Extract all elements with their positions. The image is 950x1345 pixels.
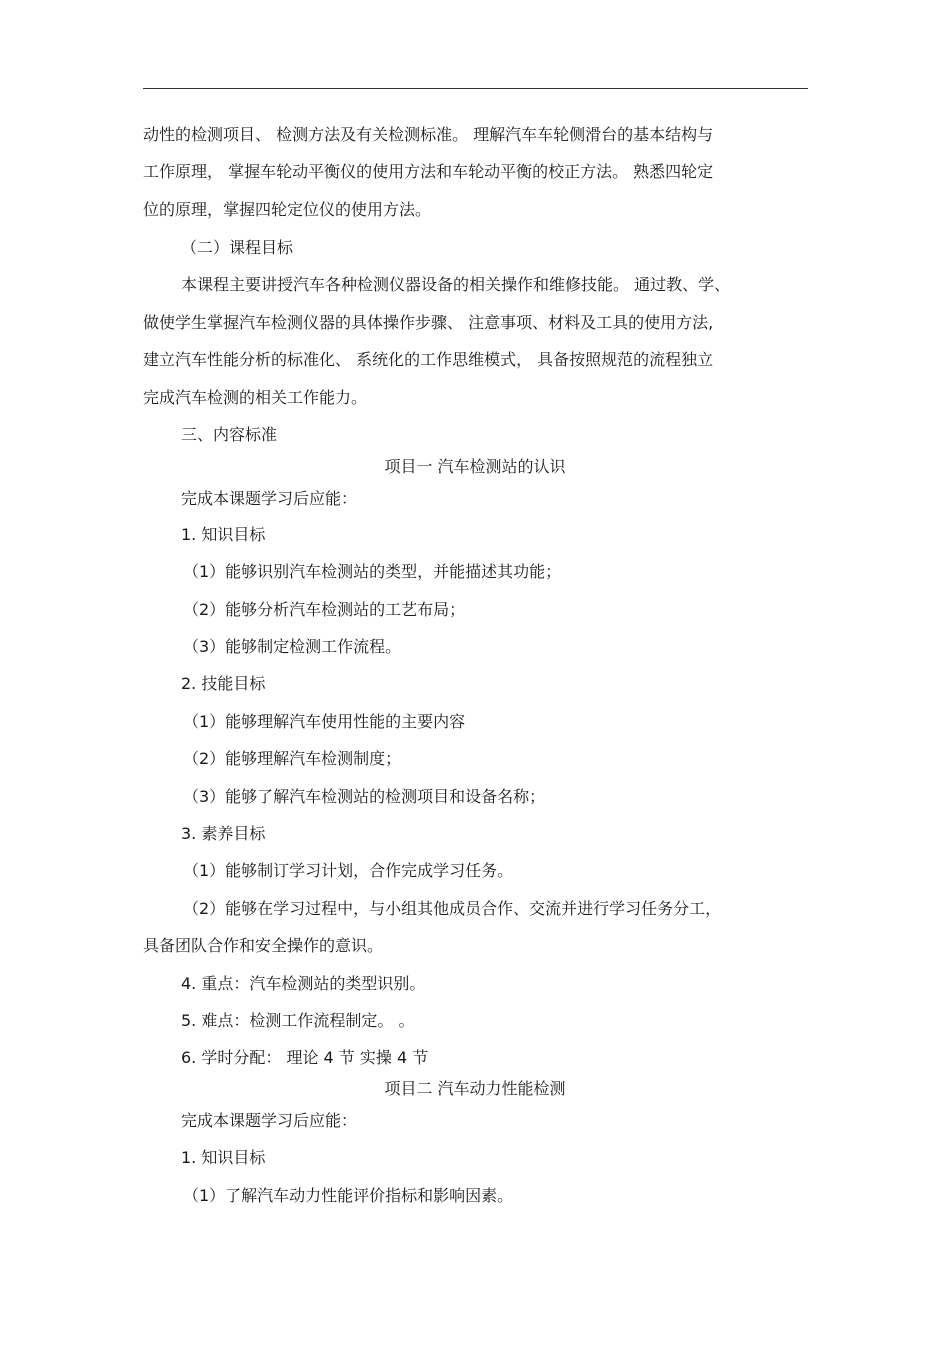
subheading: 1. 知识目标 [181, 1148, 266, 1167]
list-item: （1）能够制订学习计划，合作完成学习任务。 [183, 861, 514, 880]
subheading: 3. 素养目标 [181, 824, 266, 843]
paragraph-line: 工作原理， 掌握车轮动平衡仪的使用方法和车轮动平衡的校正方法。 熟悉四轮定 [143, 162, 714, 181]
project-title: 项目二 汽车动力性能检测 [384, 1079, 566, 1098]
paragraph-line: 做使学生掌握汽车检测仪器的具体操作步骤、 注意事项、材料及工具的使用方法, [143, 313, 714, 332]
list-item: 5. 难点：检测工作流程制定。 。 [181, 1011, 415, 1030]
list-item: （2）能够在学习过程中，与小组其他成员合作、交流并进行学习任务分工， [183, 899, 722, 918]
header-rule [143, 88, 808, 89]
list-item: 4. 重点：汽车检测站的类型识别。 [181, 974, 426, 993]
paragraph-line: 完成汽车检测的相关工作能力。 [143, 388, 368, 407]
paragraph-line: 位的原理，掌握四轮定位仪的使用方法。 [143, 200, 432, 219]
list-item: （1）能够识别汽车检测站的类型，并能描述其功能； [183, 562, 562, 581]
section-heading: （二）课程目标 [181, 238, 294, 257]
project-title: 项目一 汽车检测站的认识 [384, 457, 566, 476]
paragraph-line: 建立汽车性能分析的标准化、 系统化的工作思维模式， 具备按照规范的流程独立 [143, 350, 714, 369]
section-heading: 三、内容标准 [181, 425, 278, 444]
list-item: （1）能够理解汽车使用性能的主要内容 [183, 712, 466, 731]
list-item: （3）能够制定检测工作流程。 [183, 637, 402, 656]
list-item: （2）能够理解汽车检测制度； [183, 749, 402, 768]
subheading: 1. 知识目标 [181, 525, 266, 544]
paragraph-line: 本课程主要讲授汽车各种检测仪器设备的相关操作和维修技能。 通过教、学、 [181, 275, 731, 294]
paragraph-line: 完成本课题学习后应能： [181, 489, 358, 508]
paragraph-line: 完成本课题学习后应能： [181, 1111, 358, 1130]
paragraph-line: 动性的检测项目、 检测方法及有关检测标准。 理解汽车车轮侧滑台的基本结构与 [143, 125, 714, 144]
list-item: 6. 学时分配： 理论 4 节 实操 4 节 [181, 1048, 429, 1067]
list-item: （1）了解汽车动力性能评价指标和影响因素。 [183, 1186, 514, 1205]
list-item: （2）能够分析汽车检测站的工艺布局； [183, 600, 466, 619]
paragraph-line: 具备团队合作和安全操作的意识。 [143, 936, 384, 955]
list-item: （3）能够了解汽车检测站的检测项目和设备名称； [183, 787, 546, 806]
subheading: 2. 技能目标 [181, 674, 266, 693]
